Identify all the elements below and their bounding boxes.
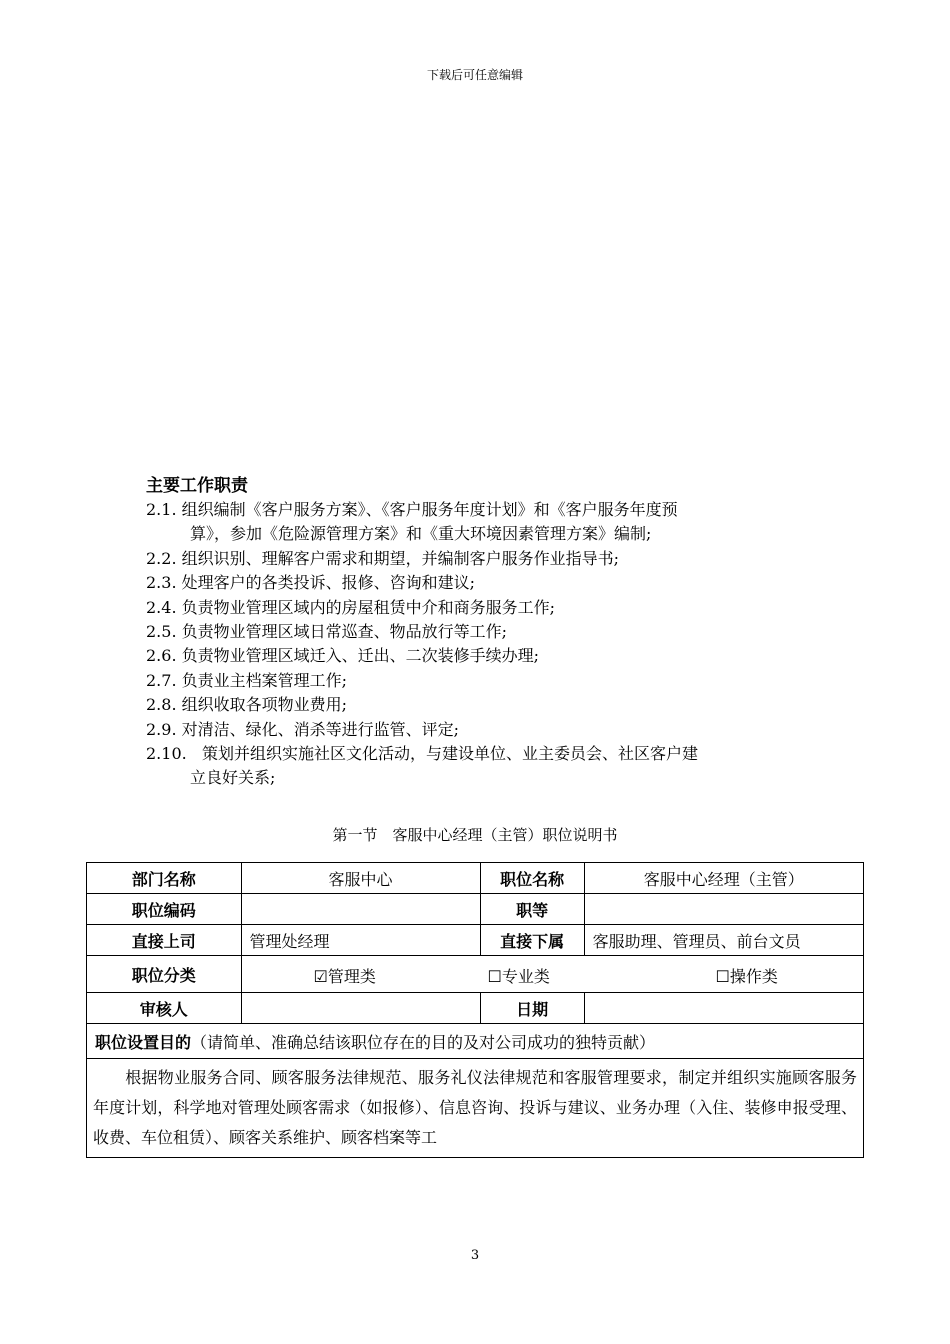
duty-number: 2.1. [146,500,177,519]
purpose-hint: （请简单、准确总结该职位存在的目的及对公司成功的独特贡献） [191,1032,656,1052]
dept-label: 部门名称 [87,863,242,894]
duty-number: 2.8. [146,695,177,715]
code-value [241,894,480,925]
duty-text: 组织收取各项物业费用; [181,695,348,715]
superior-value: 管理处经理 [241,925,480,956]
checked-box-icon: ☑ [313,967,328,986]
category-option-professional[interactable] [488,964,550,987]
duty-text: 负责物业管理区域日常巡查、物品放行等工作; [181,622,508,642]
duty-number: 2.10. [146,744,187,764]
reviewer-value [241,993,480,1024]
duty-number: 2.2. [146,548,177,568]
grade-label: 职等 [480,894,584,925]
purpose-label: 职位设置目的 [95,1032,192,1052]
unchecked-box-icon: ☐ [715,967,730,986]
job-description-table [86,862,864,1158]
category-option-label: 管理类 [327,967,376,986]
duty-item [146,644,826,668]
page-number: 3 [470,1248,480,1263]
duty-number: 2.9. [146,719,177,739]
duty-item [146,693,826,717]
purpose-text: 根据物业服务合同、顾客服务法律规范、服务礼仪法律规范和客服管理要求，制定并组织实施顾客服务年度计划，科学地对管理处顾客需求（如报修）、信息咨询、投诉与建议、业务办理（入住、装修申报受理、收费、车位租赁）、顾客关系维护、顾客档案等工 [93,1068,857,1147]
duty-text: 策划并组织实施社区文化活动，与建设单位、业主委员会、社区客户建 [201,744,698,764]
duty-continuation: 算》，参加《危险源管理方案》和《重大环境因素管理方案》编制; [190,524,652,544]
category-option-label: 操作类 [729,967,778,986]
duty-item [146,596,826,620]
duty-item [146,571,826,595]
purpose-header [87,1024,864,1059]
duty-number: 2.5. [146,622,177,642]
date-value [584,993,863,1024]
code-label: 职位编码 [87,894,242,925]
grade-value [584,894,863,925]
duty-item [146,498,826,522]
position-label: 职位名称 [480,863,584,894]
section-title: 第一节 客服中心经理（主管）职位说明书 [332,826,618,844]
dept-value: 客服中心 [241,863,480,894]
duty-text: 负责物业管理区域内的房屋租赁中介和商务服务工作; [181,597,556,617]
category-options [241,956,863,993]
position-value: 客服中心经理（主管） [584,863,863,894]
duty-number: 2.6. [146,646,177,666]
duty-text: 负责物业管理区域迁入、迁出、二次装修手续办理; [181,646,540,666]
duty-item [146,620,826,644]
category-option-operation[interactable] [716,964,778,987]
category-label: 职位分类 [87,956,242,993]
header-note: 下载后可任意编辑 [426,68,523,82]
reviewer-label: 审核人 [87,993,242,1024]
subordinate-label: 直接下属 [480,925,584,956]
duty-item [146,742,826,766]
duty-item [146,547,826,571]
duty-number: 2.7. [146,670,177,690]
unchecked-box-icon: ☐ [487,967,502,986]
subordinate-value: 客服助理、管理员、前台文员 [584,925,863,956]
duty-number: 2.4. [146,597,177,617]
duties-title: 主要工作职责 [146,476,248,496]
duty-item [146,669,826,693]
duty-number: 2.3. [146,573,177,593]
category-option-label: 专业类 [501,967,550,986]
duty-text: 组织识别、理解客户需求和期望，并编制客户服务作业指导书; [181,548,620,568]
duty-text: 负责业主档案管理工作; [181,670,348,690]
duty-text: 处理客户的各类投诉、报修、咨询和建议; [181,573,476,593]
duties-section [146,474,826,791]
date-label: 日期 [480,993,584,1024]
category-option-management[interactable] [314,964,376,987]
duty-continuation: 立良好关系; [190,768,276,788]
duty-item [146,718,826,742]
purpose-cell [87,1059,864,1158]
superior-label: 直接上司 [87,925,242,956]
duty-text: 组织编制《客户服务方案》、《客户服务年度计划》和《客户服务年度预 [181,500,678,519]
duty-text: 对清洁、绿化、消杀等进行监管、评定; [181,719,460,739]
